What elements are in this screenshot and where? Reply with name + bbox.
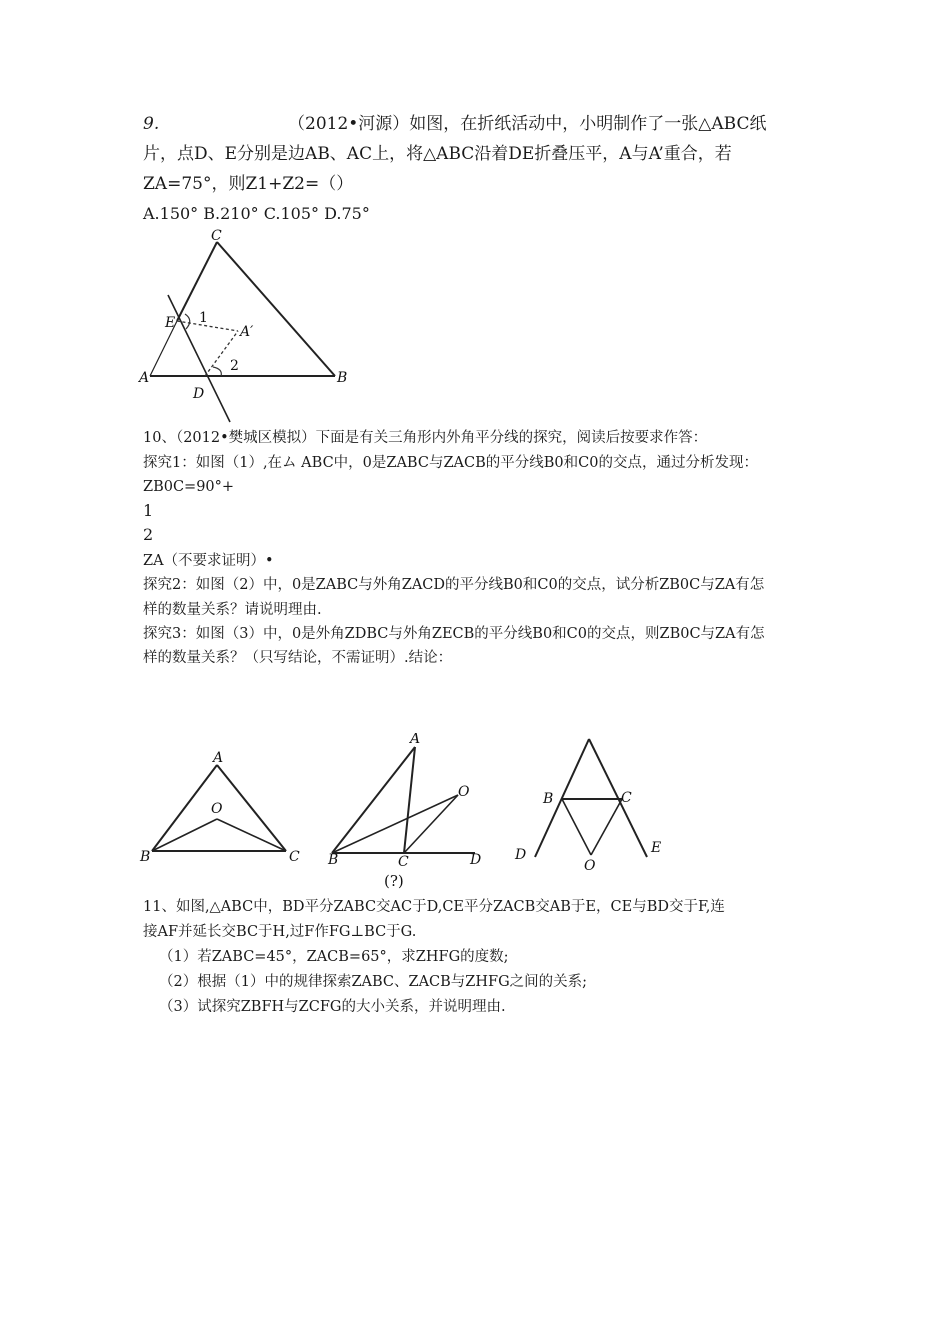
q11-item2: （2）根据（1）中的规律探索ZABC、ZACB与ZHFG之间的关系; [159,974,588,990]
label-o: O [458,784,470,800]
q11-item1: （1）若ZABC=45°，ZACB=65°，求ZHFG的度数; [159,949,509,965]
label-o: O [584,858,596,873]
q9-fold-figure [130,228,360,428]
q9-options: A.150° B.210° C.105° D.75° [143,204,370,223]
label-1: 1 [199,310,208,326]
label-2: 2 [230,358,239,374]
label-c: C [398,854,409,870]
q10-fraction-numerator: 1 [143,501,154,520]
label-b: B [140,849,151,865]
label-o: O [211,801,223,817]
q10-line3: ZB0C=90°+ [143,479,235,495]
bisector-co [404,795,458,853]
q10-figure-1 [135,745,310,870]
side-ac [217,765,286,851]
q10-figure-2 [320,733,495,893]
q10-line6: 样的数量关系？请说明理由. [143,602,322,618]
q11-item3: （3）试探究ZBFH与ZCFG的大小关系，并说明理由. [159,999,506,1015]
q11-line1: 11、如图,△ABC中，BD平分ZABC交AC于D,CE平分ZACB交AB于E，CE与BD交于F,连 [143,899,725,915]
q9-line2: 片，点D、E分别是边AB、AC上，将△ABC沿着DE折叠压平，A与A’重合，若 [143,144,732,164]
bisector-co [591,799,622,855]
label-e: E [651,840,662,856]
label-b: B [328,852,339,868]
q10-figure-3 [505,733,675,873]
side-ab [152,765,217,851]
label-d: D [515,847,527,863]
q11-line2: 接AF并延长交BC于H,过F作FG⊥BC于G. [143,924,417,940]
q10-fraction-denominator: 2 [143,525,154,544]
q9-number: 9. [143,114,160,134]
angle1-arc [185,314,190,329]
q10-line5: 探究2：如图（2）中，0是ZABC与外角ZACD的平分线B0和C0的交点，试分析ZB0C与ZA有怎 [143,577,765,593]
angle2-arc [213,367,221,376]
label-b: B [543,791,554,807]
side-ba [332,747,415,853]
label-a: A [213,750,224,766]
figure-caption: (?) [384,872,404,890]
q10-line1: 10、（2012•樊城区模拟）下面是有关三角形内外角平分线的探究，阅读后按要求作答： [143,430,708,446]
label-a-prime: A′ [240,324,254,340]
q9-line1: （2012•河源）如图，在折纸活动中，小明制作了一张△ABC纸 [288,114,767,134]
label-b: B [337,370,348,386]
label-c: C [621,790,632,806]
side-cb [217,242,335,376]
q10-line4: ZA（不要求证明）• [143,553,274,569]
side-ac [404,747,415,853]
q10-line2: 探究1：如图（1）,在ム ABC中，0是ZABC与ZACB的平分线B0和C0的交点，通过分析发现： [143,455,758,471]
label-c: C [289,849,300,865]
side-ce [177,242,217,321]
label-e: E [165,315,176,331]
bisector-bo [152,819,217,851]
label-a: A [410,733,421,747]
label-a: A [139,370,150,386]
bisector-bo [332,795,458,853]
label-c: C [211,228,222,244]
label-d: D [470,852,482,868]
bisector-co [217,819,286,851]
bisector-bo [562,799,591,855]
label-d: D [193,386,205,402]
q10-line8: 样的数量关系？（只写结论，不需证明）.结论： [143,650,453,666]
q10-line7: 探究3：如图（3）中，0是外角ZDBC与外角ZECB的平分线B0和C0的交点，则ZB0C与ZA有怎 [143,626,765,642]
q9-line3: ZA=75°，则Z1+Z2=（） [143,174,354,194]
